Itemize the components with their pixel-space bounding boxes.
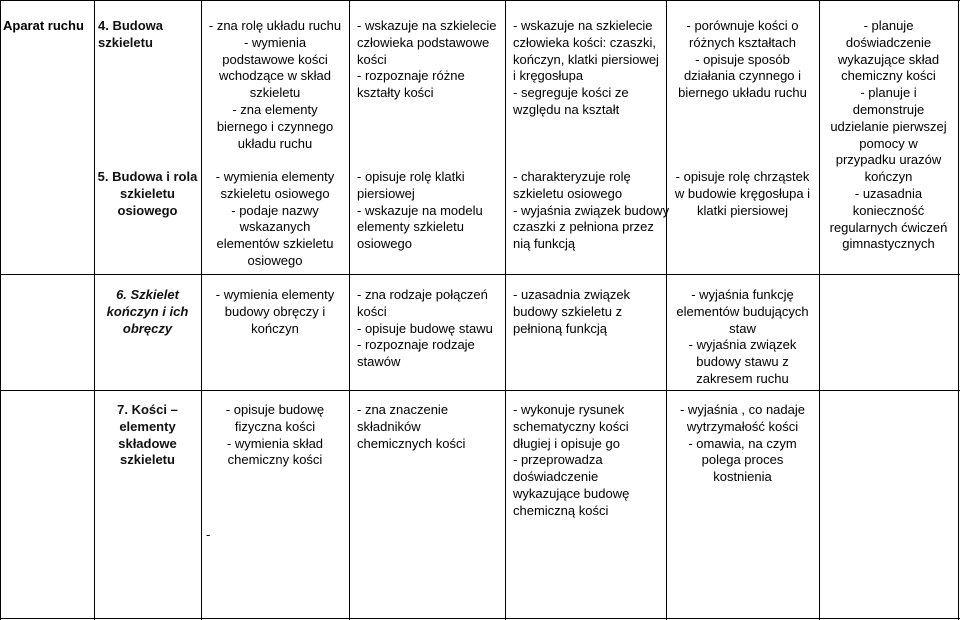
requirement-line: - omawia, na czym [688, 435, 797, 451]
requirement-line: doświadczenie [513, 469, 599, 485]
requirement-line: kości [357, 303, 387, 319]
requirement-line: - opisuje rolę klatki [357, 169, 465, 184]
requirement-cell [507, 18, 669, 119]
requirement-line: zakresem ruchu [696, 370, 789, 386]
topic-line: 4. Budowa [98, 18, 164, 33]
column-divider [819, 0, 820, 620]
requirement-line: kostnienia [713, 469, 772, 485]
requirement-line: - uzasadnia związek [513, 287, 631, 302]
requirement-cell [507, 169, 669, 253]
table-border-right [958, 0, 959, 620]
requirement-cell [203, 169, 347, 270]
requirement-line: kończyn [864, 169, 913, 185]
requirement-line: - podaje nazwy [231, 202, 319, 218]
requirement-line: względu na kształt [513, 101, 620, 117]
requirement-line: konieczność [852, 202, 925, 218]
topic-line: 6. Szkielet [116, 287, 179, 302]
requirement-line: w budowie kręgosłupa i [674, 185, 811, 201]
topic-line: szkieletu [120, 452, 175, 468]
topic-line: osiowego [117, 202, 178, 218]
requirement-line: schematyczny kości [513, 418, 629, 434]
requirement-line: - przeprowadza [513, 452, 603, 468]
requirement-line: pełnioną funkcją [513, 320, 607, 336]
requirement-line: kształty kości [357, 85, 434, 101]
requirement-line: przypadku urazów [835, 152, 942, 168]
requirement-line: demonstruje [852, 101, 925, 117]
requirement-line: pomocy w [859, 135, 918, 151]
requirement-line: - zna rodzaje połączeń [357, 287, 488, 302]
requirement-line: - zna elementy [232, 101, 318, 117]
requirement-line: elementy szkieletu [357, 219, 464, 235]
requirement-line: człowieka kości: czaszki, [513, 34, 657, 50]
requirement-line: - opisuje budowę stawu [357, 320, 493, 336]
requirement-line: - wykonuje rysunek [513, 402, 625, 417]
requirement-line: kości [357, 51, 387, 67]
topic-line: 7. Kości – [117, 402, 178, 417]
requirement-line: szkieletu osiowego [513, 185, 623, 201]
requirement-cell [351, 169, 509, 253]
requirement-line: polega proces [701, 452, 784, 468]
requirement-line: stawów [357, 354, 401, 370]
row-divider [0, 390, 960, 391]
requirement-line: elementów szkieletu [216, 236, 334, 252]
requirement-line: człowieka podstawowe [357, 34, 490, 50]
requirement-cell [203, 287, 347, 337]
requirement-line: klatki piersiowej [696, 202, 789, 218]
requirement-line: piersiowej [357, 185, 415, 201]
requirement-line: - wskazuje na modelu [357, 202, 483, 218]
requirement-line: gimnastycznych [842, 236, 935, 252]
topic-cell [96, 287, 199, 337]
row-divider [0, 274, 960, 275]
requirement-line: chemicznych kości [357, 435, 466, 451]
topic-cell [96, 169, 199, 219]
topic-line: kończyn i ich [106, 303, 189, 319]
requirement-line: - wskazuje na szkielecie [513, 18, 653, 33]
requirement-line: różnych kształtach [689, 34, 796, 50]
requirement-line: elementów budujących [676, 303, 809, 319]
requirement-line: kończyn [251, 320, 299, 336]
requirement-line: chemiczną kości [513, 502, 609, 518]
requirement-cell [507, 287, 669, 337]
topic-cell [96, 402, 199, 469]
requirement-line: składników [357, 418, 421, 434]
topic-line: elementy [119, 418, 176, 434]
table-border-top [0, 0, 960, 1]
column-divider [201, 0, 202, 620]
requirement-cell [203, 402, 347, 469]
stray-dash: - [206, 527, 211, 542]
requirement-line: działania czynnego i [683, 68, 802, 84]
requirement-cell [351, 287, 509, 371]
requirement-line: osiowego [357, 236, 412, 252]
topic-line: 5. Budowa i rola [97, 169, 198, 184]
requirement-line: budowy szkieletu z [513, 303, 623, 319]
topic-line: szkieletu [98, 34, 153, 50]
requirement-line: - opisuje rolę chrząstek [675, 169, 810, 184]
requirement-cell [668, 402, 817, 486]
requirement-line: - wyjaśnia funkcję [691, 287, 794, 302]
requirement-line: budowy stawu z [696, 354, 789, 370]
requirement-cell [668, 287, 817, 388]
requirement-line: staw [729, 320, 756, 336]
requirement-line: długiej i opisuje go [513, 435, 620, 451]
topic-line: szkieletu [120, 185, 175, 201]
requirement-line: - wymienia skład [226, 435, 324, 451]
requirement-line: wykazujące budowę [513, 485, 630, 501]
requirement-line: wchodzące w skład [219, 68, 331, 84]
requirement-line: i kręgosłupa [513, 68, 584, 84]
requirement-line: - planuje i [860, 85, 917, 101]
requirement-line: wskazanych [239, 219, 311, 235]
requirement-cell [668, 18, 817, 102]
requirement-line: - opisuje sposób [695, 51, 790, 67]
requirement-line: - wyjaśnia związek [688, 337, 797, 353]
requirement-cell [821, 18, 956, 253]
requirement-line: biernego i czynnego [216, 118, 334, 134]
requirement-line: - segreguje kości ze [513, 85, 629, 101]
column-divider [94, 0, 95, 620]
requirement-line: doświadczenie [845, 34, 932, 50]
requirement-line: podstawowe kości [222, 51, 328, 67]
requirement-line: układu ruchu [237, 135, 313, 151]
requirement-line: wykazujące skład [837, 51, 940, 67]
requirement-line: chemiczny kości [227, 452, 323, 468]
requirement-line: - wymienia elementy [215, 169, 335, 184]
requirement-line: biernego układu ruchu [678, 85, 807, 101]
requirement-line: - charakteryzuje rolę [513, 169, 631, 184]
table-border-bottom [0, 618, 960, 619]
requirement-line: szkieletu [249, 85, 301, 101]
requirement-cell [351, 18, 509, 102]
requirement-line: - porównuje kości o [686, 18, 799, 33]
requirement-line: - zna znaczenie [357, 402, 449, 417]
requirement-line: - uzasadnia [854, 185, 923, 201]
topic-cell [98, 18, 198, 52]
requirement-line: - wymienia elementy [215, 287, 335, 302]
requirement-cell [668, 169, 817, 219]
requirement-line: fizyczna kości [234, 418, 316, 434]
requirement-line: czaszki z pełniona przez [513, 219, 654, 235]
requirement-line: udzielanie pierwszej [830, 118, 947, 134]
requirement-line: - opisuje budowę [225, 402, 325, 417]
requirement-line: regularnych ćwiczeń [829, 219, 948, 235]
section-label: Aparat ruchu [3, 18, 84, 33]
topic-line: składowe [118, 435, 177, 451]
requirement-line: szkieletu osiowego [220, 185, 330, 201]
requirement-line: chemiczny kości [841, 68, 936, 84]
requirement-cell [351, 402, 509, 452]
requirement-line: - wyjaśnia związek budowy [513, 202, 670, 218]
requirement-line: - wymienia [243, 34, 307, 50]
requirement-line: - zna rolę układu ruchu [208, 18, 342, 33]
requirement-line: budowy obręczy i [224, 303, 326, 319]
requirement-cell [507, 402, 669, 520]
requirement-line: - planuje [863, 18, 914, 33]
column-divider [349, 0, 350, 620]
requirement-line: wytrzymałość kości [686, 418, 799, 434]
requirement-line: - wyjaśnia , co nadaje [679, 402, 805, 417]
topic-line: obręczy [122, 320, 173, 336]
requirement-line: nią funkcją [513, 236, 576, 252]
requirement-line: - rozpoznaje różne [357, 68, 465, 84]
table-border-left [0, 0, 1, 620]
requirement-line: kończyn, klatki piersiowej [513, 51, 659, 67]
requirement-line: osiowego [247, 252, 303, 268]
requirement-line: - rozpoznaje rodzaje [357, 337, 475, 353]
requirement-line: - wskazuje na szkielecie [357, 18, 497, 33]
requirement-cell [203, 18, 347, 152]
